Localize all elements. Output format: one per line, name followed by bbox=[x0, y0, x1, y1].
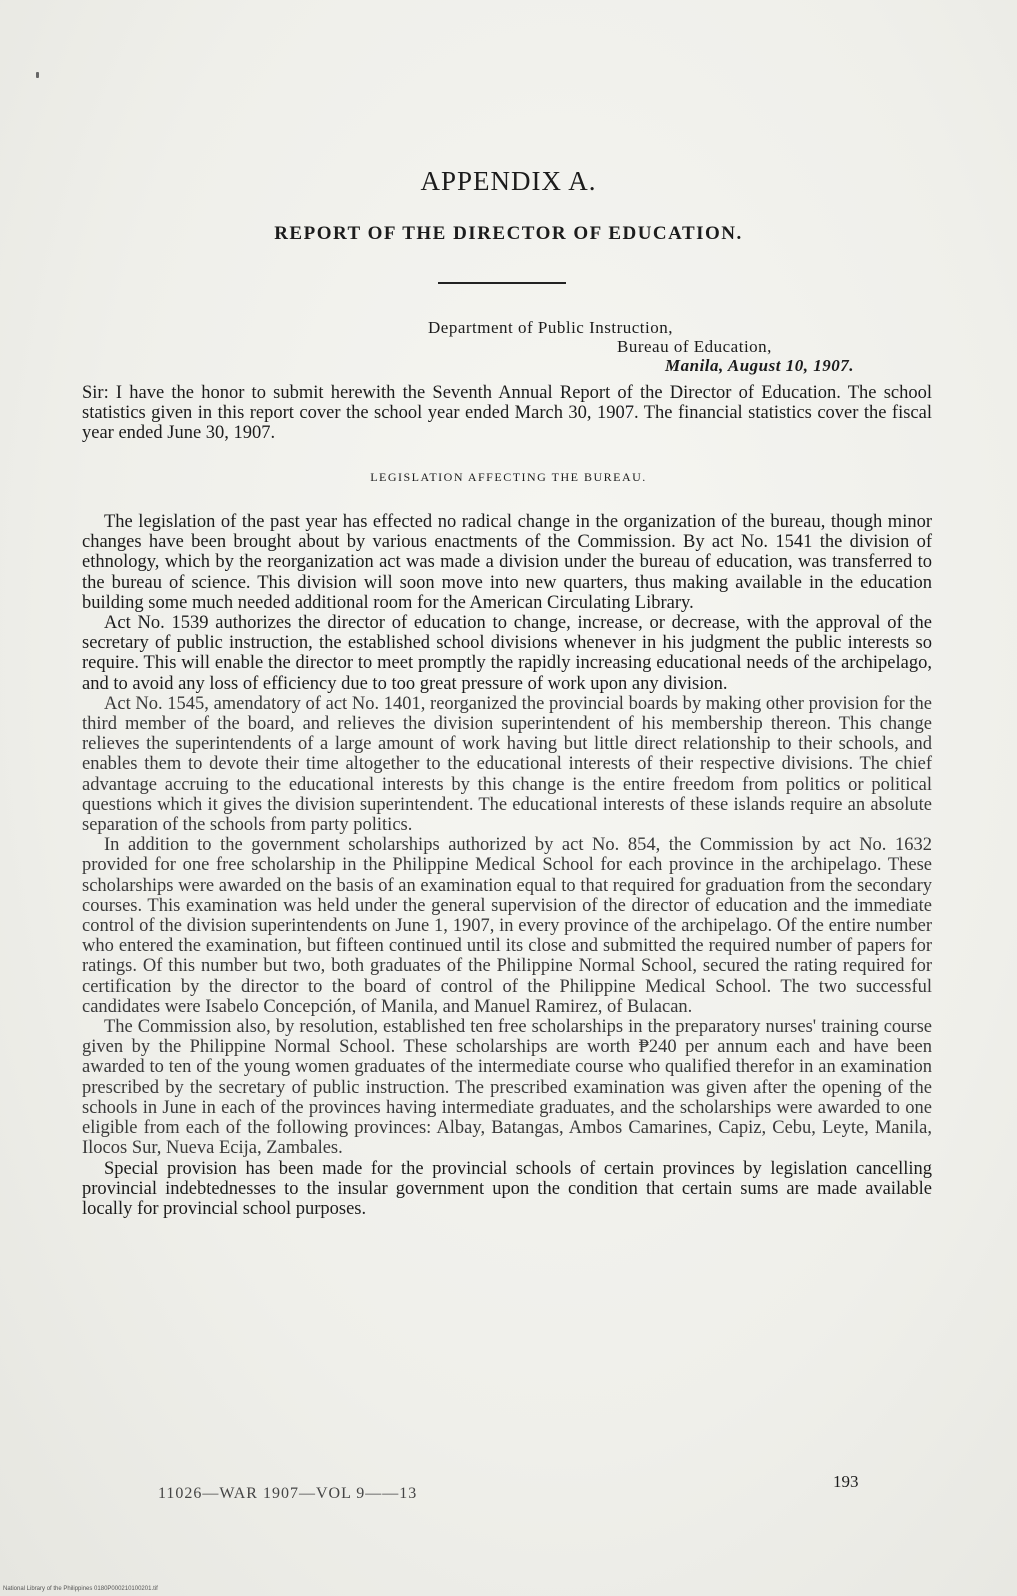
address-line-department: Department of Public Instruction, bbox=[428, 318, 674, 337]
paragraph-nursing-scholarships: The Commission also, by resolution, established ten free scholarships in the preparatory nurses' training course given by the Philippine Normal School. These scholarships are worth ₱240 per annum each and have been awarded to ten of the young women graduates of the intermediate course who qualified therefor in an examination prescribed by the secretary of public instruction. The prescribed examination was given after the opening of the schools in June in each of the provinces having intermediate graduates, and the scholarships were awarded to one eligible from each of the following provinces: Albay, Batangas, Ambos Camarines, Capiz, Cebu, Leyte, Manila, Ilocos Sur, Nueva Ecija, Zambales. bbox=[82, 1017, 932, 1159]
address-line-bureau: Bureau of Education, bbox=[617, 337, 772, 356]
archive-credit: National Library of the Philippines 0180P000210100201.tif bbox=[3, 1586, 158, 1592]
paragraph-act-1539: Act No. 1539 authorizes the director of education to change, increase, or decrease, with the approval of the secretary of public instruction, the established school divisions whenever in his judgment the public interests so require. This will enable the director to meet promptly the rapidly increasing educational needs of the archipelago, and to avoid any loss of efficiency due to too great pressure of work upon any division. bbox=[82, 613, 932, 694]
title-rule bbox=[438, 282, 566, 284]
appendix-heading: APPENDIX A. bbox=[420, 166, 597, 196]
report-title: REPORT OF THE DIRECTOR OF EDUCATION. bbox=[274, 223, 743, 244]
page-number: 193 bbox=[833, 1472, 859, 1491]
salutation-paragraph: Sir: I have the honor to submit herewith the Seventh Annual Report of the Director of Education. The school statistics given in this report cover the school year ended March 30, 1907. The financial statistics cover the fiscal year ended June 30, 1907. bbox=[82, 383, 932, 443]
scan-speck bbox=[36, 72, 39, 78]
paragraph-medical-scholarships: In addition to the government scholarships authorized by act No. 854, the Commission by act No. 1632 provided for one free scholarship in the Philippine Medical School for each province in the archipelago. These scholarships were awarded on the basis of an examination equal to that required for graduation from the secondary courses. This examination was held under the general supervision of the director of education and the immediate control of the division superintendents on June 1, 1907, in every province of the archipelago. Of the entire number who entered the examination, but fifteen continued until its close and submitted the required number of papers for ratings. Of this number but two, both graduates of the Philippine Normal School, secured the rating required for certification by the director to the board of control of the Philippine Medical School. The two successful candidates were Isabelo Concepción, of Manila, and Manuel Ramirez, of Bulacan. bbox=[82, 835, 932, 1017]
address-line-date: Manila, August 10, 1907. bbox=[665, 356, 854, 375]
paragraph-provincial-schools: Special provision has been made for the provincial schools of certain provinces by legislation cancelling provincial indebtednesses to the insular government upon the condition that certain sums are made available locally for provincial school purposes. bbox=[82, 1158, 932, 1219]
section-heading: LEGISLATION AFFECTING THE BUREAU. bbox=[370, 470, 647, 484]
body-text bbox=[82, 512, 932, 1219]
paragraph-ethnology: The legislation of the past year has effected no radical change in the organization of the bureau, though minor changes have been brought about by various enactments of the Commission. By act No. 1541 the division of ethnology, which by the reorganization act was made a division under the bureau of education, was transferred to the bureau of science. This division will soon move into new quarters, thus making available in the education building some much needed additional room for the American Circulating Library. bbox=[82, 512, 932, 613]
paragraph-act-1545: Act No. 1545, amendatory of act No. 1401, reorganized the provincial boards by making other provision for the third member of the board, and relieves the division superintendent of his membership thereon. This change relieves the superintendents of a large amount of work having but little direct relationship to their schools, and enables them to devote their time altogether to the educational interests of their respective divisions. The chief advantage accruing to the educational interests by this change is the entire freedom from politics or political questions which it gives the division superintendent. The educational interests of these islands require an absolute separation of the schools from party politics. bbox=[82, 693, 932, 836]
printer-signature: 11026—WAR 1907—VOL 9——13 bbox=[158, 1485, 418, 1502]
